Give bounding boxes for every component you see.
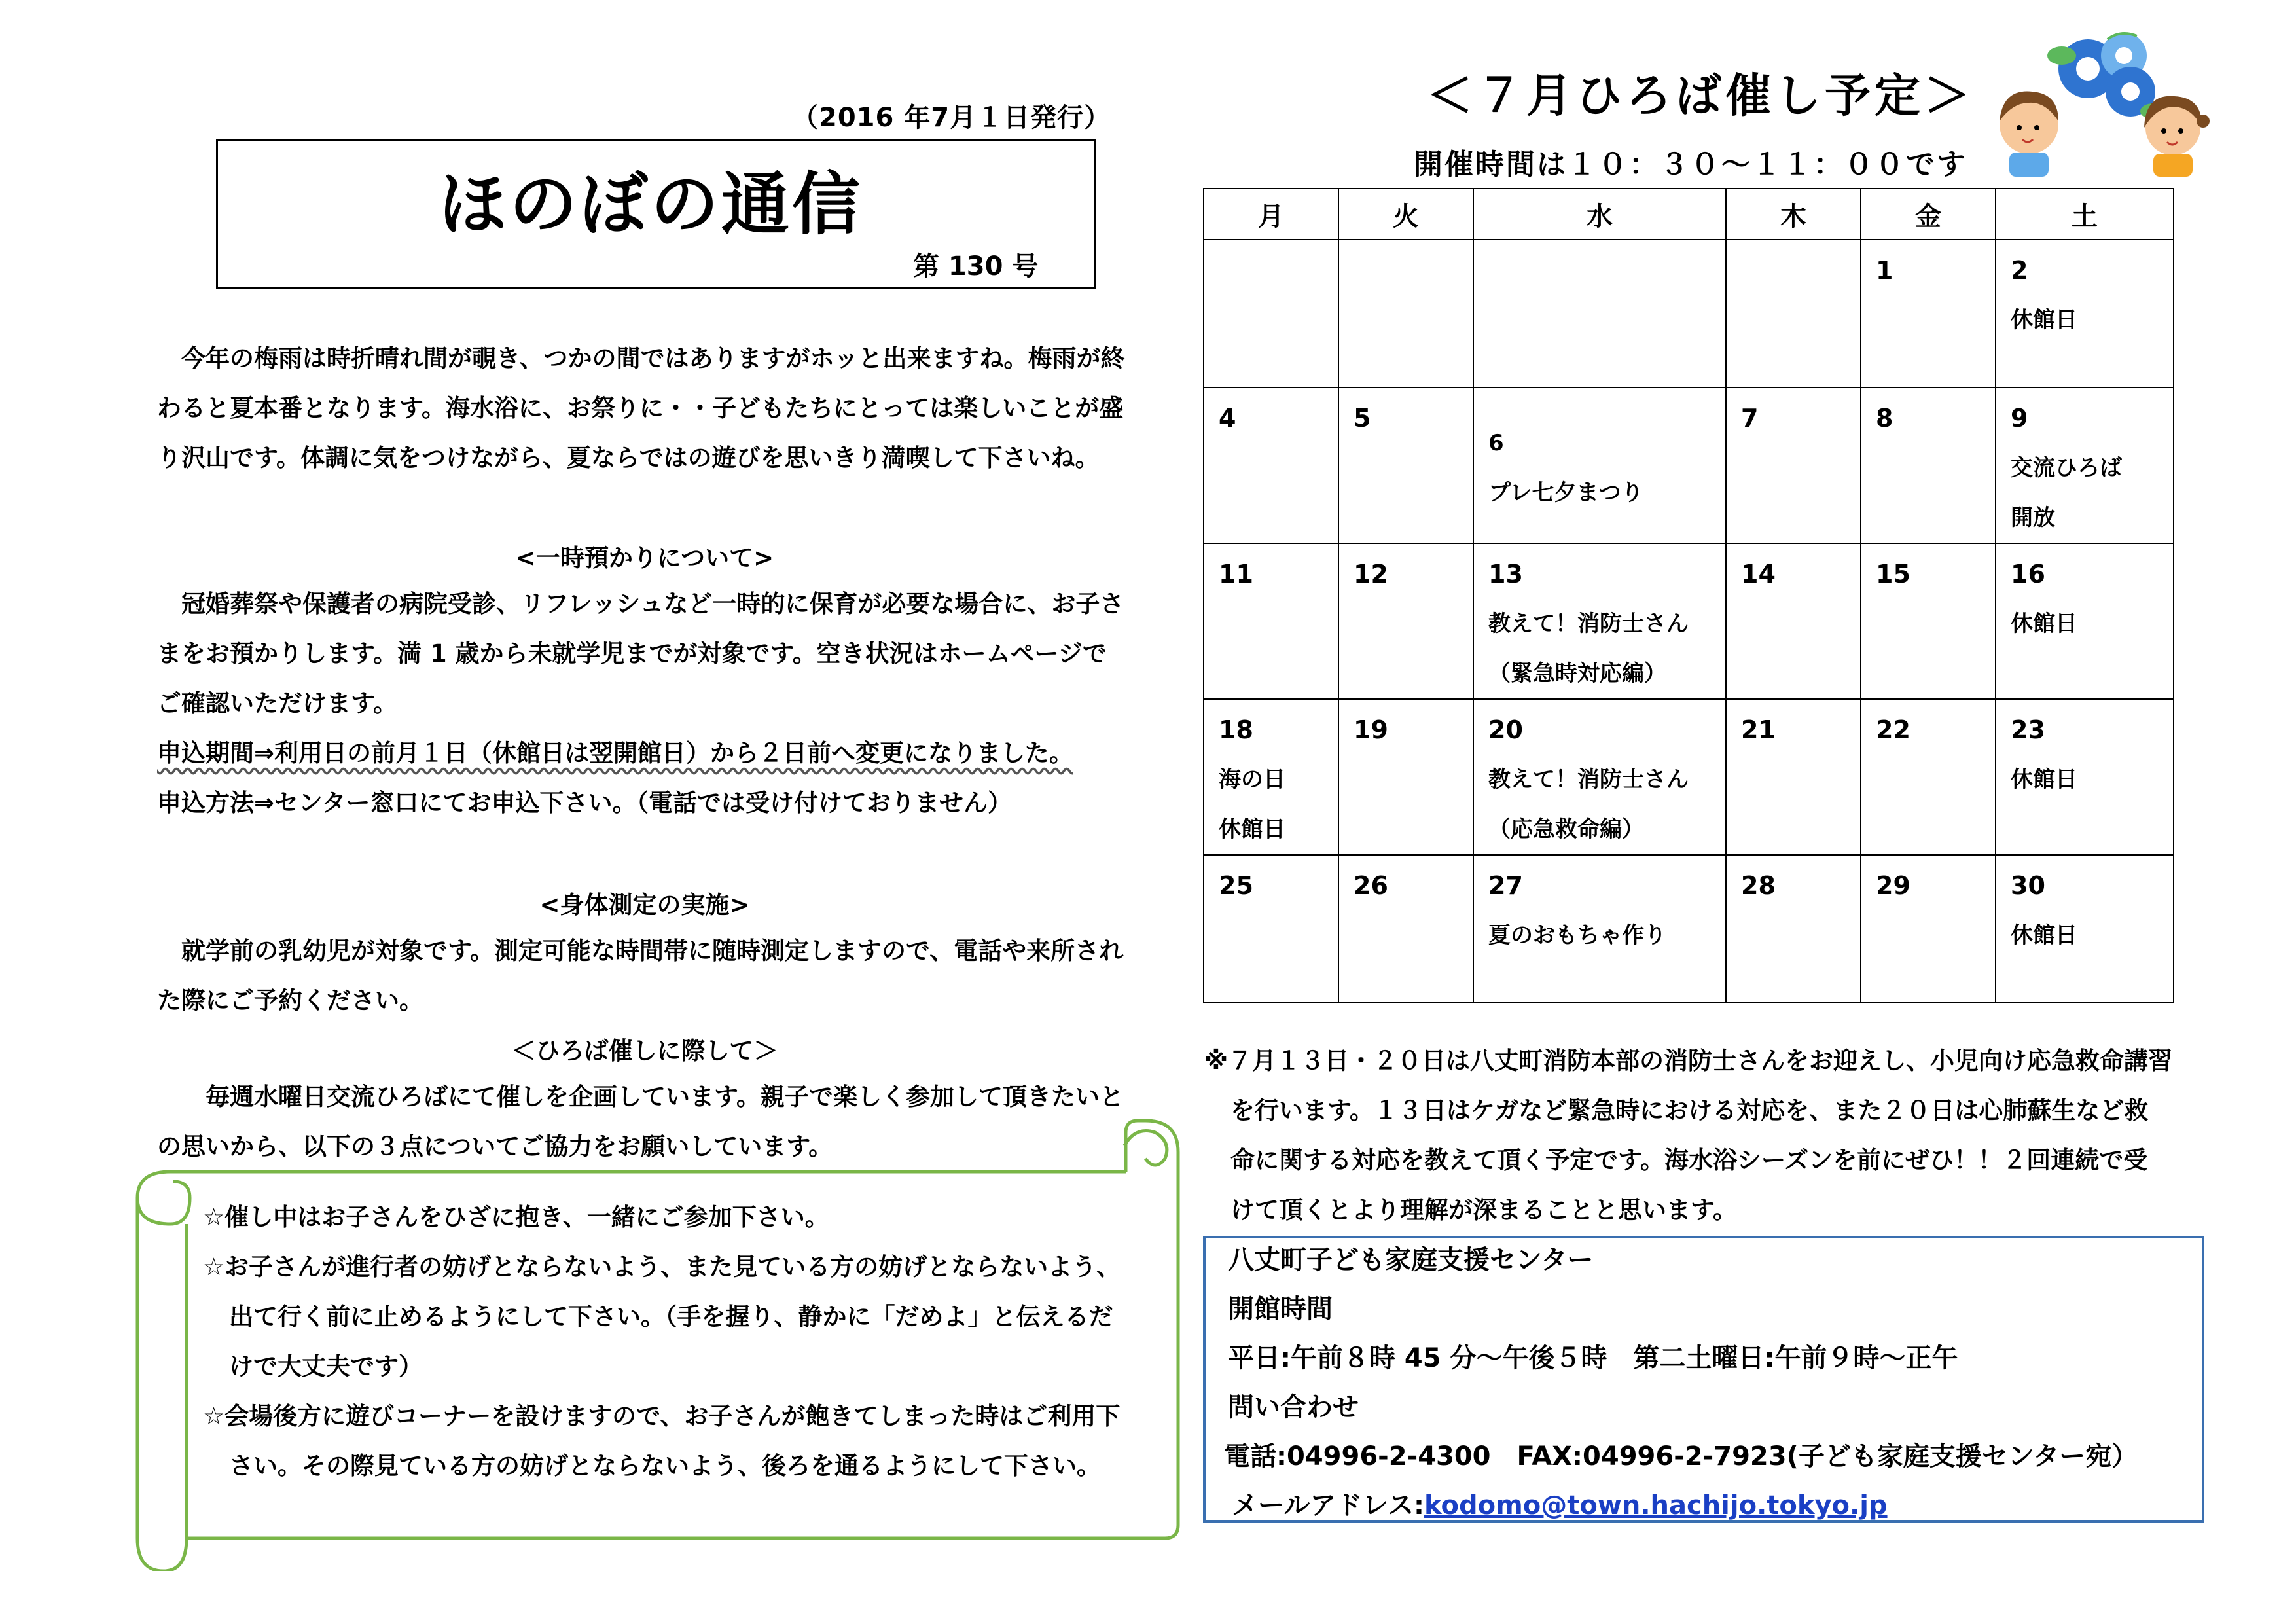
calendar-day-cell (1473, 543, 1726, 699)
calendar-day-cell (1204, 855, 1338, 1003)
calendar-day-cell (1473, 699, 1726, 855)
intro-line: 今年の梅雨は時折晴れ間が覗き、つかの間ではありますがホッと出来ますね。梅雨が終 (157, 344, 1125, 372)
calendar-day-cell (1726, 388, 1861, 543)
day-number: 22 (1876, 715, 1910, 744)
day-number: 9 (2011, 404, 2028, 433)
calendar-day-cell (1861, 699, 1996, 855)
day-number: 12 (1354, 560, 1388, 588)
day-number: 23 (2011, 715, 2045, 744)
day-event-text: 夏のおもちゃ作り (1488, 922, 1666, 948)
day-number: 16 (2011, 560, 2045, 588)
calendar-day-cell (1996, 699, 2174, 855)
intro-line: り沢山です。体調に気をつけながら、夏ならではの遊びを思いきり満喫して下さいね。 (157, 444, 1100, 472)
calendar-title: ＜７月ひろば催し予定＞ (1427, 69, 1974, 122)
section-measurement (157, 926, 1132, 1026)
calendar-day-cell (1996, 543, 2174, 699)
contact-info (1224, 1236, 2138, 1530)
section-heading-measurement: <身体測定の実施> (539, 891, 750, 919)
day-number: 7 (1741, 404, 1759, 433)
day-number: 29 (1876, 871, 1910, 900)
rule-item: ☆お子さんが進行者の妨げとならないよう、また見ている方の妨げとならないよう、出て行く前に止めるようにして下さい。（手を握り、静かに「だめよ」と伝えるだけで大丈夫です） (203, 1253, 1121, 1380)
calendar-week-row (1204, 543, 2174, 699)
calendar-week-row (1204, 855, 2174, 1003)
event-calendar (1203, 188, 2174, 1003)
calendar-day-cell (1473, 388, 1726, 543)
weekday-header: 月 (1204, 189, 1338, 240)
note-line: ※７月１３日・２０日は八丈町消防本部の消防士さんをお迎えし、小児向け応急救命講習 (1204, 1047, 2172, 1075)
day-event-text: 海の日 (1219, 767, 1285, 793)
calendar-day-cell (1204, 543, 1338, 699)
calendar-day-cell (1473, 240, 1726, 388)
calendar-day-cell (1204, 388, 1338, 543)
day-number: 26 (1354, 871, 1388, 900)
rule-item: ☆会場後方に遊びコーナーを設けますので、お子さんが飽きてしまった時はご利用下さい。その際見ている方の妨げとならないよう、後ろを通るようにして下さい。 (203, 1402, 1121, 1480)
day-event-text: 6 (1488, 430, 1504, 456)
section-line: 就学前の乳幼児が対象です。測定可能な時間帯に随時測定しますので、電話や来所され (157, 937, 1124, 965)
weekday-header: 土 (1996, 189, 2174, 240)
opening-hours: 平日:午前８時 45 分～午後５時 第二土曜日:午前９時～正午 (1228, 1343, 1958, 1373)
calendar-day-cell (1726, 855, 1861, 1003)
issue-date: （2016 年7月１日発行） (792, 103, 1111, 133)
day-number: 25 (1219, 871, 1253, 900)
calendar-day-cell (1726, 699, 1861, 855)
day-number: 14 (1741, 560, 1776, 588)
calendar-week-row (1204, 388, 2174, 543)
issue-number: 第 130 号 (913, 251, 1039, 281)
note-line: 命に関する対応を教えて頂く予定です。海水浴シーズンを前にぜひ！！２回連続で受 (1230, 1146, 2148, 1174)
weekday-header: 火 (1338, 189, 1473, 240)
calendar-body (1204, 240, 2174, 1003)
application-method: 申込方法⇒センター窓口にてお申込下さい。（電話では受け付けておりません） (157, 789, 1013, 817)
day-number: 11 (1219, 560, 1253, 588)
note-line: を行います。１３日はケガなど緊急時における対応を、また２０日は心肺蘇生など救 (1230, 1096, 2149, 1125)
calendar-weekday-row (1204, 189, 2174, 240)
day-event-text: プレ七夕まつり (1488, 480, 1643, 506)
calendar-day-cell (1996, 240, 2174, 388)
day-event-text: （緊急時対応編） (1488, 660, 1666, 687)
section-line: ご確認いただけます。 (157, 689, 398, 717)
calendar-day-cell (1861, 855, 1996, 1003)
day-number: 30 (2011, 871, 2045, 900)
section-line: た際にご予約ください。 (157, 986, 423, 1015)
day-event-text: 教えて！消防士さん (1488, 767, 1689, 793)
calendar-day-cell (1338, 543, 1473, 699)
section-heading-events: ＜ひろば催しに際して＞ (511, 1037, 778, 1065)
section-line: 毎週水曜日交流ひろばにて催しを企画しています。親子で楽しく参加して頂きたいと (157, 1083, 1124, 1111)
day-number: 4 (1219, 404, 1236, 433)
day-number: 5 (1354, 404, 1371, 433)
calendar-day-cell (1204, 699, 1338, 855)
section-heading-childcare: <一時預かりについて> (515, 544, 774, 572)
calendar-week-row (1204, 699, 2174, 855)
children-morning-glory-illustration (1990, 29, 2212, 177)
event-hours: 開催時間は１０：３０～１１：００です (1414, 148, 1967, 181)
day-event-text: 休館日 (2011, 922, 2077, 948)
day-number: 1 (1876, 256, 1893, 285)
newsletter-title: ほのぼの通信 (439, 164, 863, 244)
day-event-text: 交流ひろば (2011, 455, 2122, 481)
calendar-day-cell (1861, 388, 1996, 543)
day-event-text: 休館日 (2011, 767, 2077, 793)
calendar-day-cell (1338, 388, 1473, 543)
rule-item: ☆催し中はお子さんをひざに抱き、一緒にご参加下さい。 (203, 1203, 829, 1231)
day-event-text: 休館日 (1219, 816, 1285, 842)
day-number: 2 (2011, 256, 2028, 285)
day-number: 13 (1488, 560, 1523, 588)
center-name: 八丈町子ども家庭支援センター (1228, 1245, 1594, 1275)
calendar-day-cell (1996, 388, 2174, 543)
calendar-day-cell (1726, 543, 1861, 699)
day-event-text: 休館日 (2011, 307, 2077, 333)
mail-label: メールアドレス: (1232, 1490, 1424, 1521)
day-event-text: 開放 (2011, 505, 2055, 531)
day-number: 21 (1741, 715, 1776, 744)
calendar-day-cell (1204, 240, 1338, 388)
hours-label: 開館時間 (1228, 1294, 1333, 1324)
weekday-header: 金 (1861, 189, 1996, 240)
day-number: 18 (1219, 715, 1253, 744)
weekday-header: 木 (1726, 189, 1861, 240)
day-number: 27 (1488, 871, 1523, 900)
email-link[interactable]: kodomo@town.hachijo.tokyo.jp (1424, 1490, 1888, 1521)
note-line: けて頂くとより理解が深まることと思います。 (1230, 1196, 1738, 1224)
day-event-text: 教えて！消防士さん (1488, 611, 1689, 637)
calendar-day-cell (1996, 855, 2174, 1003)
intro-line: わると夏本番となります。海水浴に、お祭りに・・子どもたちにとっては楽しいことが盛 (157, 394, 1124, 422)
firefighter-note (1204, 1036, 2186, 1235)
day-number: 19 (1354, 715, 1388, 744)
day-number: 15 (1876, 560, 1910, 588)
phone-fax: 電話:04996-2-4300 FAX:04996-2-7923(子ども家庭支援センター宛） (1224, 1441, 2138, 1471)
calendar-week-row (1204, 240, 2174, 388)
day-event-text: 休館日 (2011, 611, 2077, 637)
day-number: 8 (1876, 404, 1893, 433)
day-event-text: （応急救命編） (1488, 816, 1644, 842)
weekday-header: 水 (1473, 189, 1726, 240)
section-line: まをお預かりします。満 1 歳から未就学児までが対象です。空き状況はホームページで (157, 640, 1107, 668)
calendar-day-cell (1861, 240, 1996, 388)
calendar-day-cell (1861, 543, 1996, 699)
calendar-day-cell (1726, 240, 1861, 388)
day-number: 20 (1488, 715, 1523, 744)
application-period: 申込期間⇒利用日の前月１日（休館日は翌開館日）から２日前へ変更になりました。 (157, 739, 1073, 767)
calendar-day-cell (1338, 240, 1473, 388)
rules-list (203, 1193, 1132, 1491)
intro-paragraph (157, 334, 1132, 483)
contact-label: 問い合わせ (1228, 1392, 1359, 1422)
section-childcare (157, 579, 1132, 828)
calendar-day-cell (1338, 855, 1473, 1003)
calendar-day-cell (1338, 699, 1473, 855)
section-line: 冠婚葬祭や保護者の病院受診、リフレッシュなど一時的に保育が必要な場合に、お子さ (157, 590, 1124, 618)
day-number: 28 (1741, 871, 1776, 900)
section-line: の思いから、以下の３点についてご協力をお願いしています。 (157, 1132, 833, 1161)
calendar-day-cell (1473, 855, 1726, 1003)
